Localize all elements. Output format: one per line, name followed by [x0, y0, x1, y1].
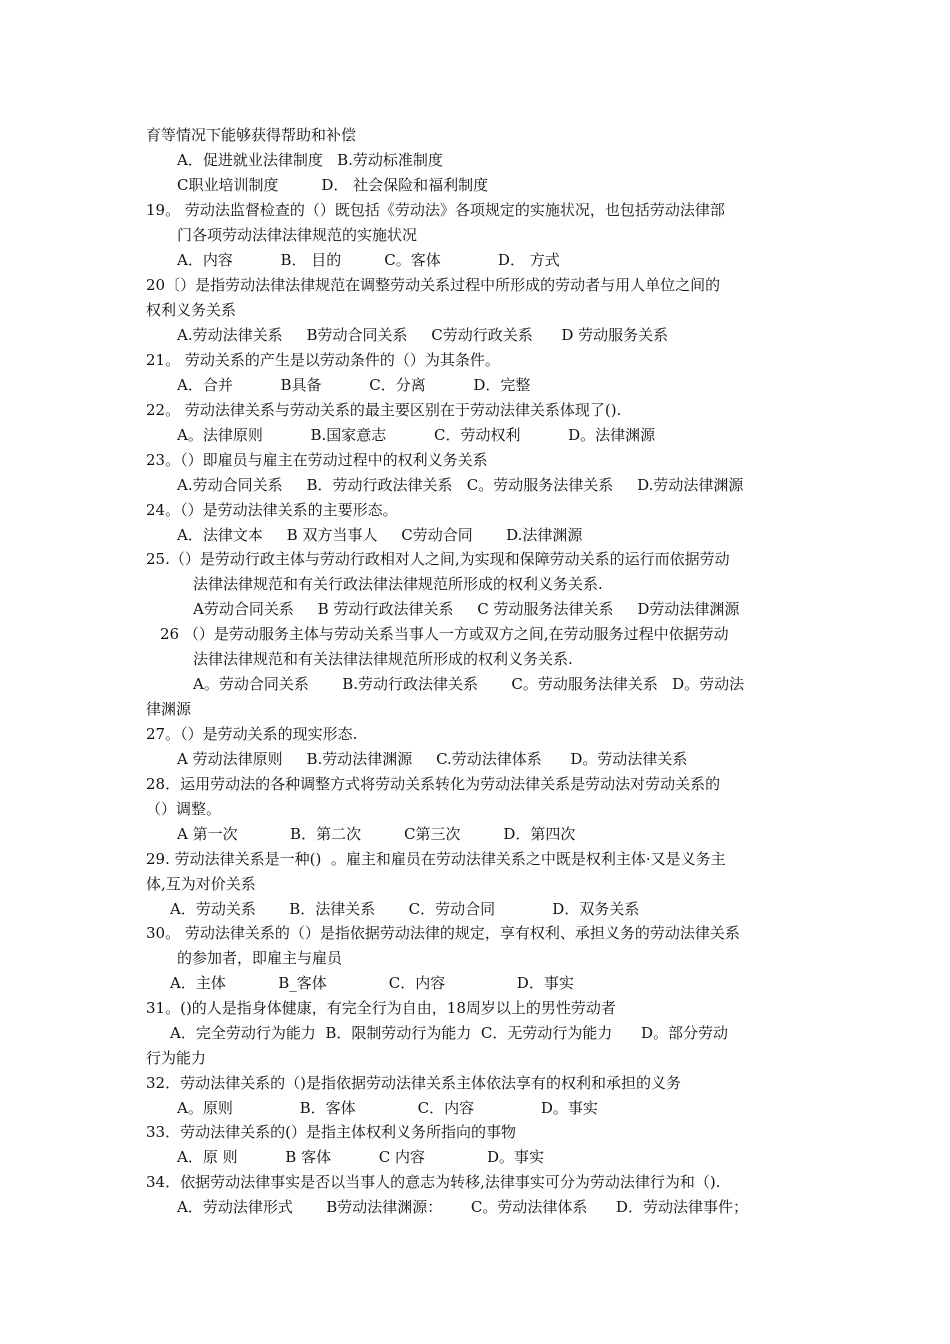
text-line: 法律法律规范和有关法律法律规范所形成的权利义务关系. [193, 650, 573, 668]
text-line: 门各项劳动法律法律规范的实施状况 [177, 226, 418, 244]
text-line: A．法律文本 B 双方当事人 C劳动合同 D.法律渊源 [177, 526, 583, 544]
text-line: 27。（）是劳动关系的现实形态. [146, 725, 358, 743]
text-line: 的参加者，即雇主与雇员 [177, 949, 343, 967]
text-line: A．合并 B具备 C．分离 D．完整 [177, 376, 531, 394]
text-line: 30。 劳动法律关系的（）是指依据劳动法律的规定，享有权利、承担义务的劳动法律关系 [146, 924, 740, 942]
text-line: 法律法律规范和有关行政法律法律规范所形成的权利义务关系. [193, 575, 603, 593]
text-line: 权利义务关系 [146, 301, 237, 319]
text-line: A．劳动法律形式 B劳动法律渊源： C。劳动法律体系 D．劳动法律事件； [177, 1198, 748, 1216]
text-line: 29. 劳动法律关系是一种() 。雇主和雇员在劳动法律关系之中既是权利主体·又是义务主 [146, 850, 726, 868]
text-line: 26 （）是劳动服务主体与劳动关系当事人一方或双方之间,在劳动服务过程中依据劳动 [160, 625, 729, 643]
text-line: 34．依据劳动法律事实是否以当事人的意志为转移,法律事实可分为劳动法律行为和（). [146, 1173, 721, 1191]
text-line: A。原则 B．客体 C．内容 D。事实 [177, 1099, 598, 1117]
text-line: A．劳动关系 B．法律关系 C．劳动合同 D．双务关系 [170, 900, 640, 918]
text-line: A劳动合同关系 B 劳动行政法律关系 C 劳动服务法律关系 D劳动法律渊源 [193, 600, 740, 618]
text-line: 19。 劳动法监督检查的（）既包括《劳动法》各项规定的实施状况，也包括劳动法律部 [146, 201, 725, 219]
text-line: A.劳动合同关系 B．劳动行政法律关系 C。劳动服务法律关系 D.劳动法律渊源 [177, 476, 744, 494]
text-line: A．促进就业法律制度 B.劳动标准制度 [177, 151, 443, 169]
text-line: 21。 劳动关系的产生是以劳动条件的（）为其条件。 [146, 351, 500, 369]
text-line: 律渊源 [146, 700, 192, 718]
text-line: 24。（）是劳动法律关系的主要形态。 [146, 501, 398, 519]
text-line: A．主体 B_客体 C．内容 D．事实 [170, 974, 574, 992]
text-line: 育等情况下能够获得帮助和补偿 [146, 126, 357, 144]
text-line: （）调整。 [146, 800, 222, 818]
text-line: A。劳动合同关系 B.劳动行政法律关系 C。劳动服务法律关系 D。劳动法 [193, 675, 745, 693]
text-line: 体,互为对价关系 [146, 875, 256, 893]
text-line: A．完全劳动行为能力 B．限制劳动行为能力 C．无劳动行为能力 D。部分劳动 [170, 1024, 729, 1042]
text-line: A．原 则 B 客体 C 内容 D。事实 [177, 1148, 545, 1166]
text-line: 28．运用劳动法的各种调整方式将劳动关系转化为劳动法律关系是劳动法对劳动关系的 [146, 775, 721, 793]
text-line: A 劳动法律原则 B.劳动法律渊源 C.劳动法律体系 D。劳动法律关系 [177, 750, 688, 768]
text-line: 32．劳动法律关系的（)是指依据劳动法律关系主体依法享有的权利和承担的义务 [146, 1074, 681, 1092]
text-line: 22。 劳动法律关系与劳动关系的最主要区别在于劳动法律关系体现了(). [146, 401, 622, 419]
text-line: A 第一次 B．第二次 C第三次 D．第四次 [177, 825, 576, 843]
text-line: 行为能力 [146, 1049, 207, 1067]
text-line: 20〔）是指劳动法律法律规范在调整劳动关系过程中所形成的劳动者与用人单位之间的 [146, 276, 721, 294]
text-line: A。法律原则 B.国家意志 C．劳动权利 D。法律渊源 [177, 426, 656, 444]
text-line: C职业培训制度 D． 社会保险和福利制度 [177, 176, 489, 194]
text-line: A．内容 B． 目的 C。客体 D． 方式 [177, 251, 560, 269]
text-line: 23。（）即雇员与雇主在劳动过程中的权利义务关系 [146, 451, 488, 469]
text-line: 33．劳动法律关系的(）是指主体权利义务所指向的事物 [146, 1123, 516, 1141]
text-line: 31。()的人是指身体健康，有完全行为自由，18周岁以上的男性劳动者 [146, 999, 616, 1017]
text-line: 25.（）是劳动行政主体与劳动行政相对人之间,为实现和保障劳动关系的运行而依据劳动 [146, 550, 730, 568]
text-line: A.劳动法律关系 B劳动合同关系 C劳动行政关系 D 劳动服务关系 [177, 326, 669, 344]
